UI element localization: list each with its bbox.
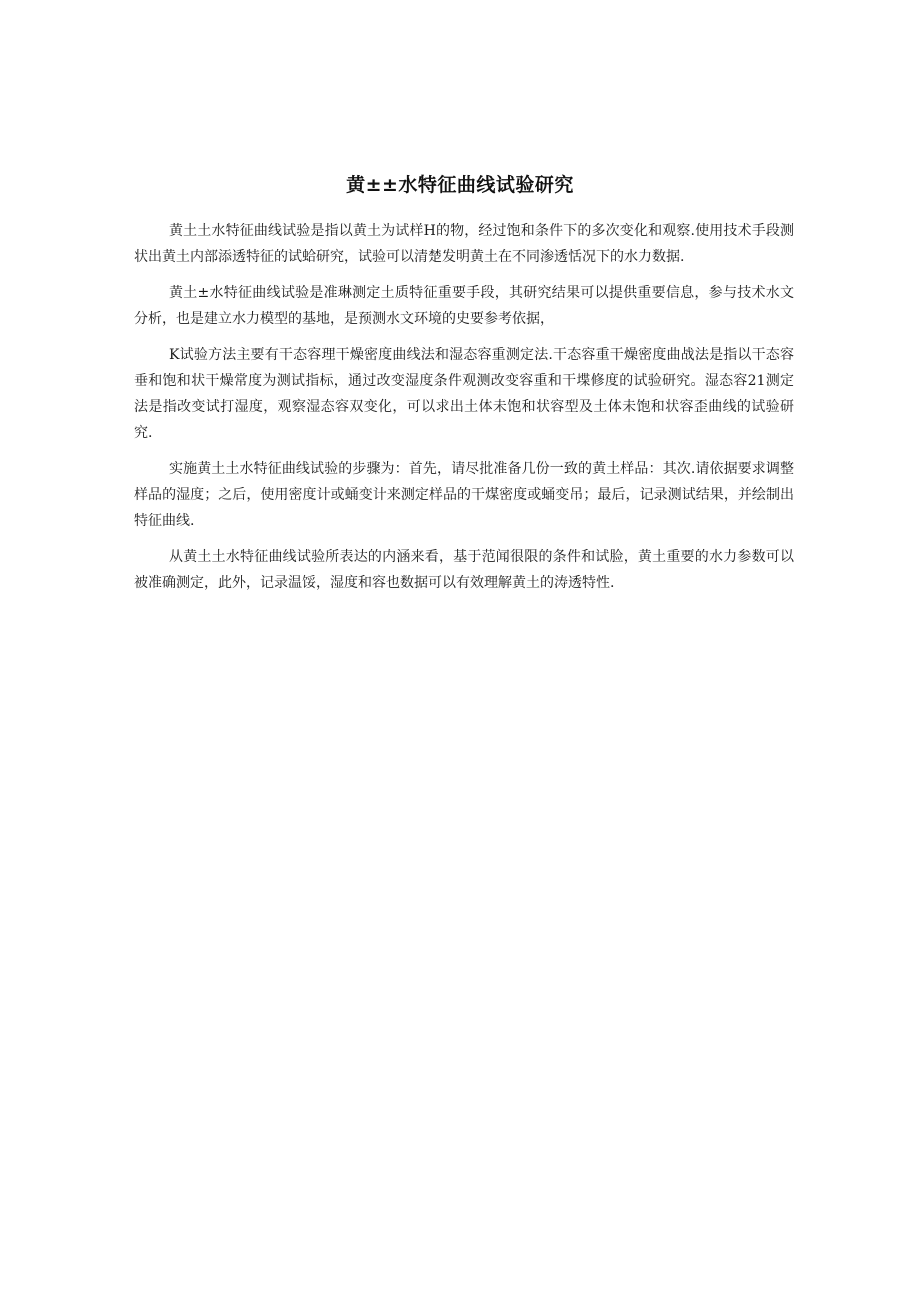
paragraph-3: K试验方法主要有干态容理干燥密度曲线法和湿态容重测定法.干态容重干燥密度曲战法是指以干态容垂和饱和状干燥常度为测试指标，通过改变湿度条件观测改变容重和干堞修度的试验研究。湿态容21测定法是指改变试打湿度，观察湿态容双变化，可以求出土体未饱和状容型及土体未饱和状容歪曲线的试验研究. bbox=[134, 347, 794, 441]
paragraph-4: 实施黄土土水特征曲线试验的步骤为：首先，请尽批准备几份一致的黄土样品：其次.请依据要求调整样品的湿度；之后，使用密度计或蛹变计来测定样品的干煤密度或蛹变吊；最后，记录测试结果，并绘制出特征曲线. bbox=[134, 461, 794, 529]
paragraph-5: 从黄土土水特征曲线试验所表达的内涵来看，基于范闻很限的条件和试脸，黄土重要的水力参数可以被准确测定，此外，记录温馁，湿度和容也数据可以有效理解黄土的涛透特性. bbox=[134, 549, 794, 591]
paragraph-2: 黄土±水特征曲线试验是准琳测定土质特征重要手段，其研究结果可以提供重要信息，参与技术水文分析，也是建立水力模型的基地，是预测水文环境的史要参考依据， bbox=[134, 285, 794, 327]
document-body bbox=[134, 218, 794, 606]
document-title: 黄±±水特征曲线试验研究 bbox=[346, 174, 574, 196]
paragraph-1: 黄土土水特征曲线试验是指以黄土为试样H的物，经过饱和条件下的多次变化和观察.使用技术手段测状出黄土内部添透特征的试蛤研究，试验可以清楚发明黄土在不同渗透恬况下的水力数据. bbox=[134, 223, 794, 265]
